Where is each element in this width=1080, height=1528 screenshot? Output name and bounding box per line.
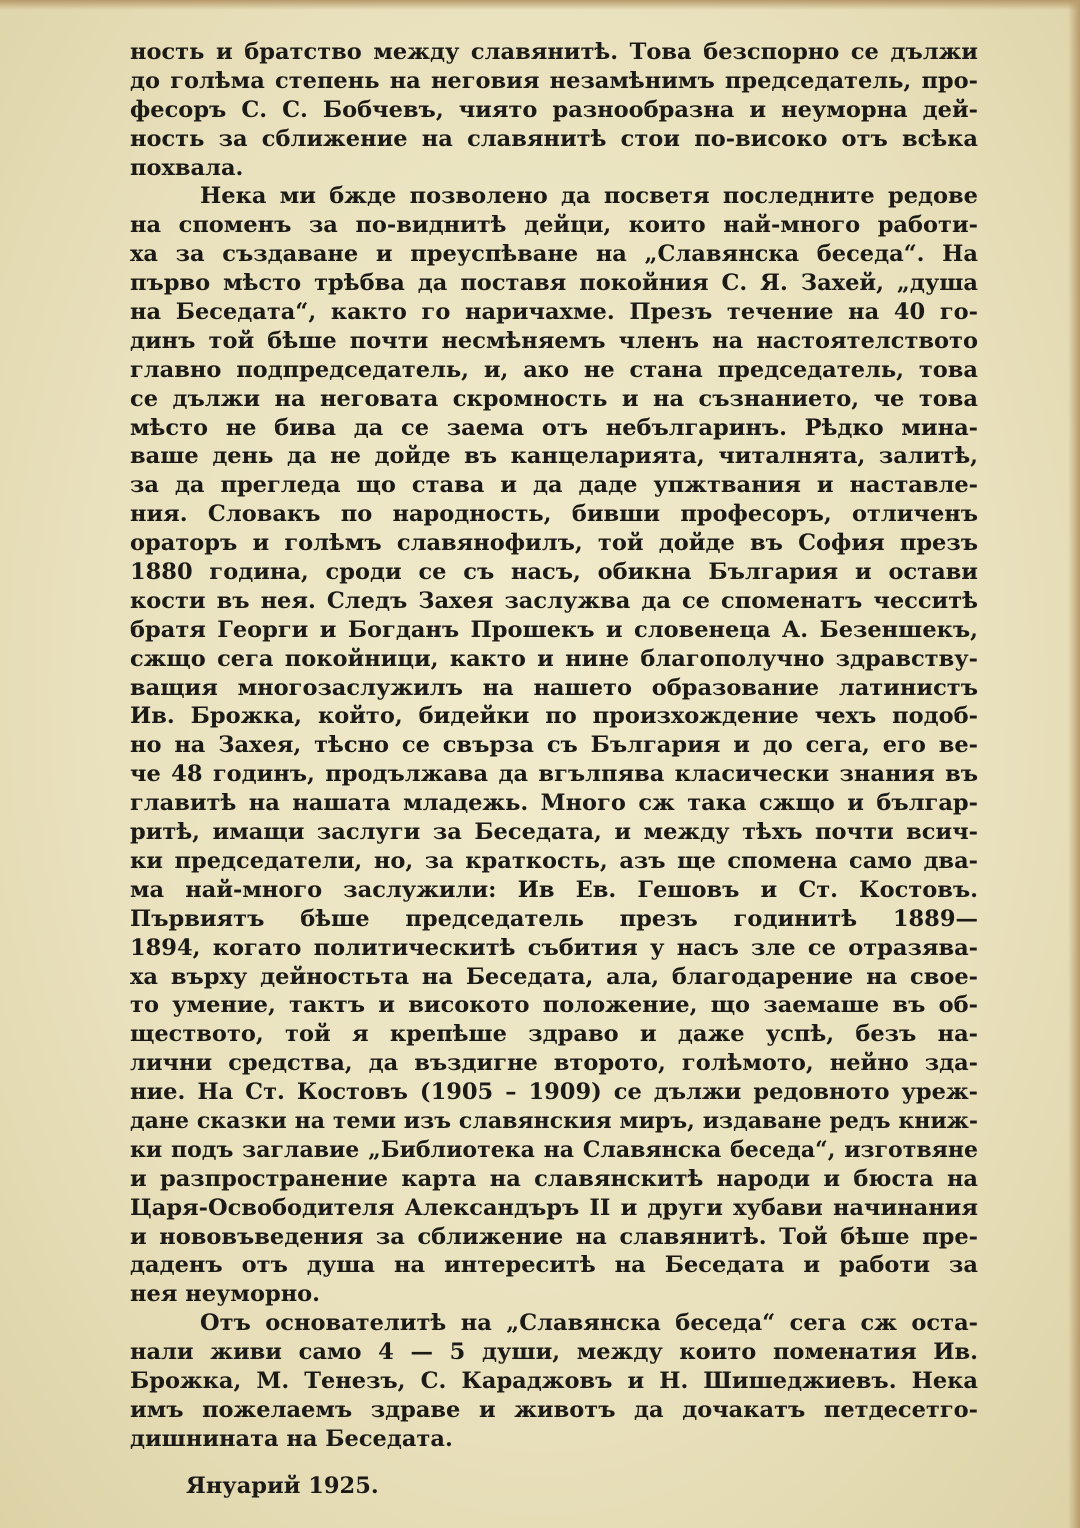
text-line: първо мѣсто трѣбва да поставя покойния С. Я. Захей, „душа xyxy=(130,270,978,297)
text-line: Царя-Освободителя Александъръ II и други хубави начинания xyxy=(130,1194,978,1221)
text-line: ния. Словакъ по народность, бивши професоръ, отличенъ xyxy=(130,501,978,528)
text-line: ность и братство между славянитѣ. Това безспорно се дължи xyxy=(130,39,978,65)
text-line: даденъ отъ душа на интереситѣ на Беседата и работи за xyxy=(130,1252,978,1279)
text-line: ществото, той я крепѣше здраво и даже успѣ, безъ на- xyxy=(130,1021,978,1048)
text-line: фесоръ С. С. Бобчевъ, чиято разнообразна и неуморна дей- xyxy=(130,96,978,123)
text-line: главно подпредседатель, и, ако не стана председатель, това xyxy=(130,356,978,383)
text-line: Ив. Брожка, който, бидейки по произхождение чехъ подоб- xyxy=(130,703,978,730)
page-edge-shadow-right xyxy=(1068,0,1080,1528)
text-line: кости въ нея. Следъ Захея заслужва да се споменатъ чесситѣ xyxy=(130,587,978,614)
text-line: до голѣма степень на неговия незамѣнимъ председатель, про- xyxy=(130,67,978,94)
text-line: нали живи само 4 — 5 души, между които поменатия Ив. xyxy=(130,1339,978,1366)
text-line: сжщо сега покойници, както и нине благополучно здравству- xyxy=(130,645,978,672)
text-line: ораторъ и голѣмъ славянофилъ, той дойде въ София презъ xyxy=(130,530,978,557)
text-line: ние. На Ст. Костовъ (1905 – 1909) се дължи редовното уреж- xyxy=(130,1079,978,1106)
text-line: и разпространение карта на славянскитѣ народи и бюста на xyxy=(130,1165,978,1192)
text-line: динъ той бѣше почти несмѣняемъ членъ на настоятелството xyxy=(130,327,978,354)
text-line: ха върху дейностьта на Беседата, ала, благодарение на свое- xyxy=(130,963,978,990)
text-line: че 48 годинъ, продължава да вгълпява класически знания въ xyxy=(130,761,978,788)
text-line: ваше день да не дойде въ канцеларията, читалнята, залитѣ, xyxy=(130,443,978,470)
text-line: дане сказки на теми изъ славянския миръ, издаване редъ книж- xyxy=(130,1107,978,1134)
text-line: мѣсто не бива да се заема отъ небългаринъ. Рѣдко мина- xyxy=(130,414,978,441)
text-line: Първиятъ бѣше председатель презъ годинитѣ 1889— xyxy=(130,905,978,932)
text-line: 1894, когато политическитѣ събития у насъ зле се отразява- xyxy=(130,934,978,961)
text-line: Отъ основателитѣ на „Славянска беседа“ сега сж оста- xyxy=(200,1310,978,1337)
text-line: ма най-много заслужили: Ив Ев. Гешовъ и Ст. Костовъ. xyxy=(130,876,978,903)
text-line: и нововъведения за сближение на славянитѣ. Той бѣше пре- xyxy=(130,1223,978,1250)
text-line: за да прегледа що става и да даде упжтвания и наставле- xyxy=(130,472,978,499)
text-line: похвала. xyxy=(130,154,244,181)
text-line: ки председатели, но, за краткость, азъ ще спомена само два- xyxy=(130,847,978,874)
text-line: Нека ми бжде позволено да посветя последните редове xyxy=(200,183,978,210)
text-line: главитѣ на нашата младежь. Много сж така сжщо и българ- xyxy=(130,790,978,817)
text-line: 1880 година, сроди се съ насъ, обикна България и остави xyxy=(130,559,978,586)
paragraph xyxy=(130,1309,978,1453)
text-line: ха за създаване и преуспѣване на „Славянска беседа“. На xyxy=(130,241,978,268)
text-line: нея неуморно. xyxy=(130,1281,321,1308)
article-body xyxy=(130,38,978,1454)
text-line: ность за сближение на славянитѣ стои по-високо отъ всѣка xyxy=(130,125,978,152)
text-line: ритѣ, имащи заслуги за Беседата, и между тѣхъ почти всич- xyxy=(130,819,978,846)
paragraph xyxy=(130,182,978,1309)
page-edge-shadow-top xyxy=(0,0,1080,10)
text-line: ки подъ заглавие „Библиотека на Славянска беседа“, изготвяне xyxy=(130,1136,978,1163)
text-line: на споменъ за по-виднитѣ дейци, които най-много работи- xyxy=(130,212,978,239)
text-line: то умение, тактъ и високото положение, що заемаше въ об- xyxy=(130,992,978,1019)
text-line: братя Георги и Богданъ Прошекъ и словенеца А. Безеншекъ, xyxy=(130,616,978,643)
text-line: лични средства, да въздигне второто, голѣмото, нейно зда- xyxy=(130,1050,978,1077)
text-line: но на Захея, тѣсно се свърза съ България и до сега, его ве- xyxy=(130,732,978,759)
paragraph xyxy=(130,38,978,182)
text-line: дишнината на Беседата. xyxy=(130,1425,453,1452)
text-line: ващия многозаслужилъ на нашето образование латинистъ xyxy=(130,674,978,701)
text-line: се дължи на неговата скромность и на съзнанието, че това xyxy=(130,385,978,412)
text-line: имъ пожелаемъ здраве и животъ да дочакатъ петдесетго- xyxy=(130,1396,978,1423)
text-line: Брожка, М. Тенезъ, С. Караджовъ и Н. Шишеджиевъ. Нека xyxy=(130,1367,978,1394)
text-line: на Беседата“, както го наричахме. Презъ течение на 40 го- xyxy=(130,299,978,326)
article-date: Януарий 1925. xyxy=(186,1473,379,1499)
